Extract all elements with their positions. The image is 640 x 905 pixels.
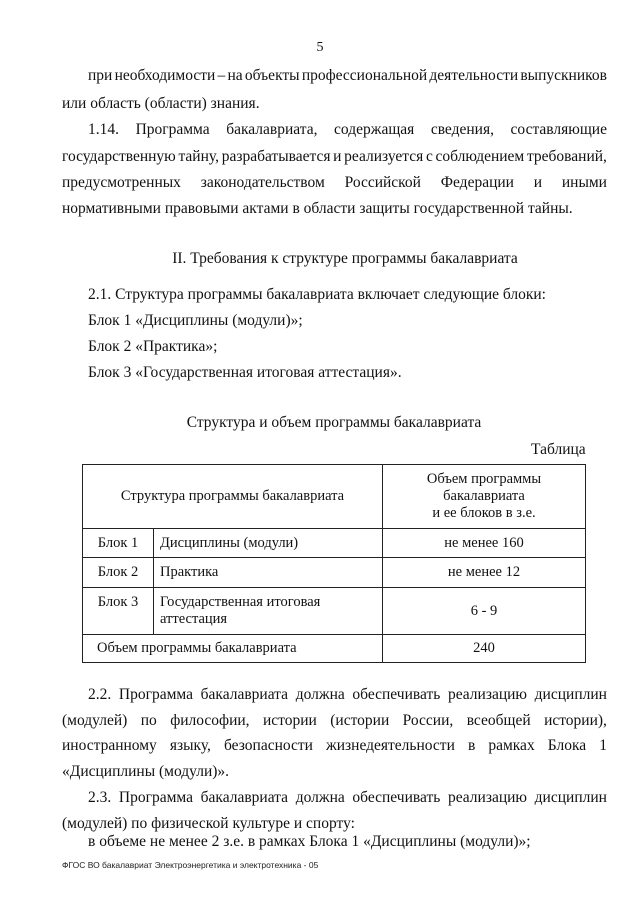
word: разрабатывается xyxy=(221,148,331,165)
word: – xyxy=(217,67,226,84)
word: профессиональной xyxy=(301,67,428,84)
word: тайну, xyxy=(178,148,219,165)
word: иными xyxy=(561,174,607,191)
word: безопасности xyxy=(224,737,313,754)
list-item: Блок 1 «Дисциплины (модули)»; xyxy=(88,312,303,329)
word: в xyxy=(467,737,476,754)
table-total-row xyxy=(83,635,586,663)
word: должна xyxy=(295,686,345,703)
word: 1.14. xyxy=(88,121,119,138)
word: бакалавриата xyxy=(200,686,289,703)
block-name-line: Государственная итоговая xyxy=(160,594,321,610)
word: 2.3. xyxy=(88,789,112,806)
page-footer: ФГОС ВО бакалавриат Электроэнергетика и электротехника - 05 xyxy=(62,860,319,870)
table-row xyxy=(83,558,586,588)
table-header-row xyxy=(83,465,586,529)
text-line xyxy=(88,67,607,85)
volume-cell: не менее 160 xyxy=(383,529,586,558)
text-line xyxy=(62,737,607,755)
word: по xyxy=(140,712,157,729)
word: дисциплин xyxy=(534,789,607,806)
table-row xyxy=(83,588,586,635)
header-volume-line: и ее блоков в з.е. xyxy=(432,505,536,521)
word: Программа xyxy=(118,789,193,806)
word: иностранному xyxy=(62,737,157,754)
word: 1 xyxy=(599,737,607,754)
word: рамках xyxy=(488,737,535,754)
word: всеобщей xyxy=(466,712,531,729)
table-caption: Структура и объем программы бакалавриата xyxy=(186,414,482,431)
text-line xyxy=(88,121,607,139)
word: сведения, xyxy=(430,121,494,138)
section-heading: II. Требования к структуре программы бакалавриата xyxy=(172,250,518,267)
volume-cell: 6 - 9 xyxy=(383,588,586,635)
word: бакалавриата xyxy=(200,789,289,806)
word: соблюдением xyxy=(435,148,525,165)
word: бакалавриата, xyxy=(226,121,318,138)
header-volume-line: Объем программы xyxy=(426,471,542,487)
word: 2.2. xyxy=(88,686,112,703)
word: предусмотренных xyxy=(62,174,181,191)
table-label: Таблица xyxy=(531,441,586,458)
word: с xyxy=(425,148,433,165)
table-row xyxy=(83,529,586,558)
word: необходимости xyxy=(114,67,216,84)
text-line: «Дисциплины (модули)». xyxy=(62,763,230,780)
word: дисциплин xyxy=(534,686,607,703)
text-line xyxy=(88,686,607,704)
word: деятельности xyxy=(429,67,519,84)
text-line: в объеме не менее 2 з.е. в рамках Блока 1 «Дисциплины (модули)»; xyxy=(88,833,531,850)
text-line xyxy=(88,789,607,807)
text-line: нормативными правовыми актами в области защиты государственной тайны. xyxy=(62,200,573,217)
word: реализацию xyxy=(447,686,528,703)
word: Блока xyxy=(547,737,587,754)
text-line: 2.1. Структура программы бакалавриата включает следующие блоки: xyxy=(88,286,546,303)
volume-cell: не менее 12 xyxy=(383,558,586,588)
word: содержащая xyxy=(334,121,415,138)
word: обеспечивать xyxy=(352,789,441,806)
word: (модулей) xyxy=(62,712,128,729)
word: требований, xyxy=(526,148,607,165)
word: составляющие xyxy=(510,121,607,138)
block-cell: Блок 3 xyxy=(83,588,154,635)
block-name-cell xyxy=(154,588,383,635)
word: истории), xyxy=(544,712,607,729)
word: реализуется xyxy=(344,148,424,165)
block-name-cell: Практика xyxy=(154,558,383,588)
word: обеспечивать xyxy=(352,686,441,703)
word: истории xyxy=(262,712,317,729)
text-line xyxy=(62,148,607,166)
word: выпускников xyxy=(520,67,607,84)
word: Федерации xyxy=(440,174,514,191)
block-cell: Блок 1 xyxy=(83,529,154,558)
block-name-line: аттестация xyxy=(160,611,228,627)
word: реализацию xyxy=(447,789,528,806)
header-volume-line: бакалавриата xyxy=(443,488,525,504)
word: на xyxy=(227,67,243,84)
text-line: или область (области) знания. xyxy=(62,95,260,112)
text-line xyxy=(62,712,607,730)
word: философии, xyxy=(170,712,250,729)
word: при xyxy=(88,67,113,84)
text-line xyxy=(62,174,607,192)
header-volume xyxy=(383,465,586,529)
text-line: (модулей) по физической культуре и спорту: xyxy=(62,815,355,832)
page-number: 5 xyxy=(316,40,324,55)
word: Российской xyxy=(344,174,421,191)
word: и xyxy=(333,148,342,165)
word: жизнедеятельности xyxy=(326,737,455,754)
structure-table xyxy=(82,464,586,663)
list-item: Блок 3 «Государственная итоговая аттестация». xyxy=(88,364,402,381)
word: и xyxy=(533,174,543,191)
word: должна xyxy=(295,789,345,806)
word: языку, xyxy=(169,737,211,754)
word: Программа xyxy=(118,686,193,703)
word: законодательством xyxy=(200,174,325,191)
word: (истории xyxy=(330,712,390,729)
block-cell: Блок 2 xyxy=(83,558,154,588)
word: объекты xyxy=(244,67,300,84)
total-label-cell: Объем программы бакалавриата xyxy=(83,635,383,663)
total-value-cell: 240 xyxy=(383,635,586,663)
word: России, xyxy=(402,712,454,729)
block-name-cell: Дисциплины (модули) xyxy=(154,529,383,558)
list-item: Блок 2 «Практика»; xyxy=(88,338,218,355)
word: государственную xyxy=(62,148,176,165)
word: Программа xyxy=(135,121,210,138)
header-structure: Структура программы бакалавриата xyxy=(83,465,383,529)
